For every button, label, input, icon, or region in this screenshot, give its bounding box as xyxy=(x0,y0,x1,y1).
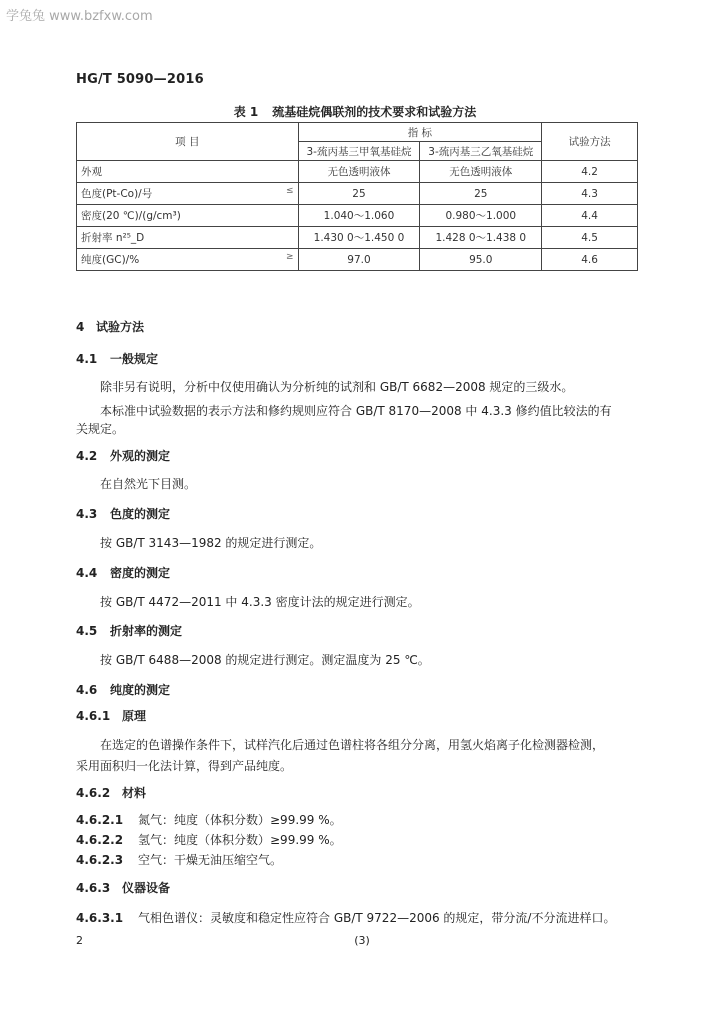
section-number: 4.2 xyxy=(76,449,98,463)
section-title: 折射率的测定 xyxy=(110,624,183,638)
section-4-2-heading xyxy=(76,447,170,464)
row-method: 4.3 xyxy=(542,183,638,205)
clause-number: 4.6.2.3 xyxy=(76,853,124,867)
row-value-2: 1.428 0～1.438 0 xyxy=(420,227,542,249)
section-title: 原理 xyxy=(122,709,147,723)
row-value-1: 无色透明液体 xyxy=(298,161,420,183)
row-value-2: 95.0 xyxy=(420,249,542,271)
page-number: 2 xyxy=(76,934,83,947)
clause-text: 空气：干燥无油压缩空气。 xyxy=(138,853,283,867)
header-index: 指 标 xyxy=(298,123,542,142)
clause-4-6-3-1 xyxy=(76,909,615,926)
section-number: 4.6.1 xyxy=(76,709,111,723)
section-title: 材料 xyxy=(122,786,147,800)
table-header-row xyxy=(77,123,638,142)
table-row xyxy=(77,183,638,205)
table-row xyxy=(77,161,638,183)
section-4-5-heading xyxy=(76,622,182,639)
section-title: 色度的测定 xyxy=(110,507,171,521)
section-title: 外观的测定 xyxy=(110,449,171,463)
row-value-1: 1.430 0～1.450 0 xyxy=(298,227,420,249)
row-value-2: 25 xyxy=(420,183,542,205)
row-value-1: 97.0 xyxy=(298,249,420,271)
row-item: 外观 xyxy=(81,166,102,178)
section-number: 4.1 xyxy=(76,352,98,366)
section-title: 一般规定 xyxy=(110,352,159,366)
section-number: 4.6.2 xyxy=(76,786,111,800)
clause-4-6-2-3 xyxy=(76,851,282,868)
row-item-cell xyxy=(77,205,299,227)
table-caption-text: 巯基硅烷偶联剂的技术要求和试验方法 xyxy=(272,105,477,119)
section-title: 试验方法 xyxy=(96,320,145,334)
clause-number: 4.6.2.2 xyxy=(76,833,124,847)
row-value-2: 0.980～1.000 xyxy=(420,205,542,227)
row-value-2: 无色透明液体 xyxy=(420,161,542,183)
paragraph: 按 GB/T 6488—2008 的规定进行测定。测定温度为 25 ℃。 xyxy=(100,653,430,667)
row-method: 4.4 xyxy=(542,205,638,227)
table-row xyxy=(77,227,638,249)
table-caption xyxy=(0,103,724,120)
section-title: 密度的测定 xyxy=(110,566,171,580)
clause-number: 4.6.3.1 xyxy=(76,911,124,925)
clause-text: 气相色谱仪：灵敏度和稳定性应符合 GB/T 9722—2006 的规定，带分流/不分流进样口。 xyxy=(138,911,616,925)
row-item: 纯度(GC)/% xyxy=(81,254,140,266)
paragraph: 除非另有说明，分析中仅使用确认为分析纯的试剂和 GB/T 6682—2008 规定的三级水。 xyxy=(100,380,574,394)
section-4-6-heading xyxy=(76,681,170,698)
section-number: 4.5 xyxy=(76,624,98,638)
row-item: 折射率 n²⁵_D xyxy=(81,232,145,244)
section-4-3-heading xyxy=(76,505,170,522)
footer-center-mark: (3) xyxy=(354,934,370,947)
paragraph: 在自然光下目测。 xyxy=(100,477,197,491)
section-4-6-2-heading xyxy=(76,784,146,801)
table-row xyxy=(77,249,638,271)
row-item-cell xyxy=(77,249,299,271)
section-4-heading xyxy=(76,318,144,335)
header-col1: 3-巯丙基三甲氧基硅烷 xyxy=(298,142,420,161)
clause-text: 氢气：纯度（体积分数）≥99.99 %。 xyxy=(138,833,342,847)
row-item: 色度(Pt-Co)/号 xyxy=(81,188,153,200)
row-item: 密度(20 ℃)/(g/cm³) xyxy=(81,210,181,222)
paragraph: 按 GB/T 4472—2011 中 4.3.3 密度计法的规定进行测定。 xyxy=(100,595,420,609)
section-4-6-3-heading xyxy=(76,879,170,896)
spec-table xyxy=(76,122,638,271)
row-method: 4.5 xyxy=(542,227,638,249)
row-note: ≥ xyxy=(286,252,294,262)
section-number: 4.4 xyxy=(76,566,98,580)
clause-4-6-2-1 xyxy=(76,811,342,828)
row-item-cell xyxy=(77,227,299,249)
row-value-1: 25 xyxy=(298,183,420,205)
section-title: 纯度的测定 xyxy=(110,683,171,697)
paragraph: 按 GB/T 3143—1982 的规定进行测定。 xyxy=(100,536,322,550)
section-number: 4.6 xyxy=(76,683,98,697)
clause-text: 氮气：纯度（体积分数）≥99.99 %。 xyxy=(138,813,342,827)
standard-number: HG/T 5090—2016 xyxy=(76,72,204,87)
section-number: 4 xyxy=(76,320,85,334)
row-value-1: 1.040～1.060 xyxy=(298,205,420,227)
section-number: 4.3 xyxy=(76,507,98,521)
clause-number: 4.6.2.1 xyxy=(76,813,124,827)
row-note: ≤ xyxy=(286,186,294,196)
clause-4-6-2-2 xyxy=(76,831,342,848)
paragraph-continued: 采用面积归一化法计算，得到产品纯度。 xyxy=(76,759,293,773)
row-item-cell xyxy=(77,161,299,183)
section-number: 4.6.3 xyxy=(76,881,111,895)
row-item-cell xyxy=(77,183,299,205)
row-method: 4.2 xyxy=(542,161,638,183)
table-row xyxy=(77,205,638,227)
paragraph: 在选定的色谱操作条件下，试样汽化后通过色谱柱将各组分分离，用氢火焰离子化检测器检测， xyxy=(100,738,605,752)
table-caption-number: 表 1 xyxy=(233,105,259,119)
section-4-1-heading xyxy=(76,350,158,367)
row-method: 4.6 xyxy=(542,249,638,271)
paragraph-continued: 关规定。 xyxy=(76,422,125,436)
section-title: 仪器设备 xyxy=(122,881,171,895)
section-4-4-heading xyxy=(76,564,170,581)
watermark: 学兔兔 www.bzfxw.com xyxy=(6,9,153,24)
section-4-6-1-heading xyxy=(76,707,146,724)
paragraph: 本标准中试验数据的表示方法和修约规则应符合 GB/T 8170—2008 中 4.3.3 修约值比较法的有 xyxy=(100,404,612,418)
header-item: 项 目 xyxy=(77,123,299,161)
header-method: 试验方法 xyxy=(542,123,638,161)
header-col2: 3-巯丙基三乙氧基硅烷 xyxy=(420,142,542,161)
